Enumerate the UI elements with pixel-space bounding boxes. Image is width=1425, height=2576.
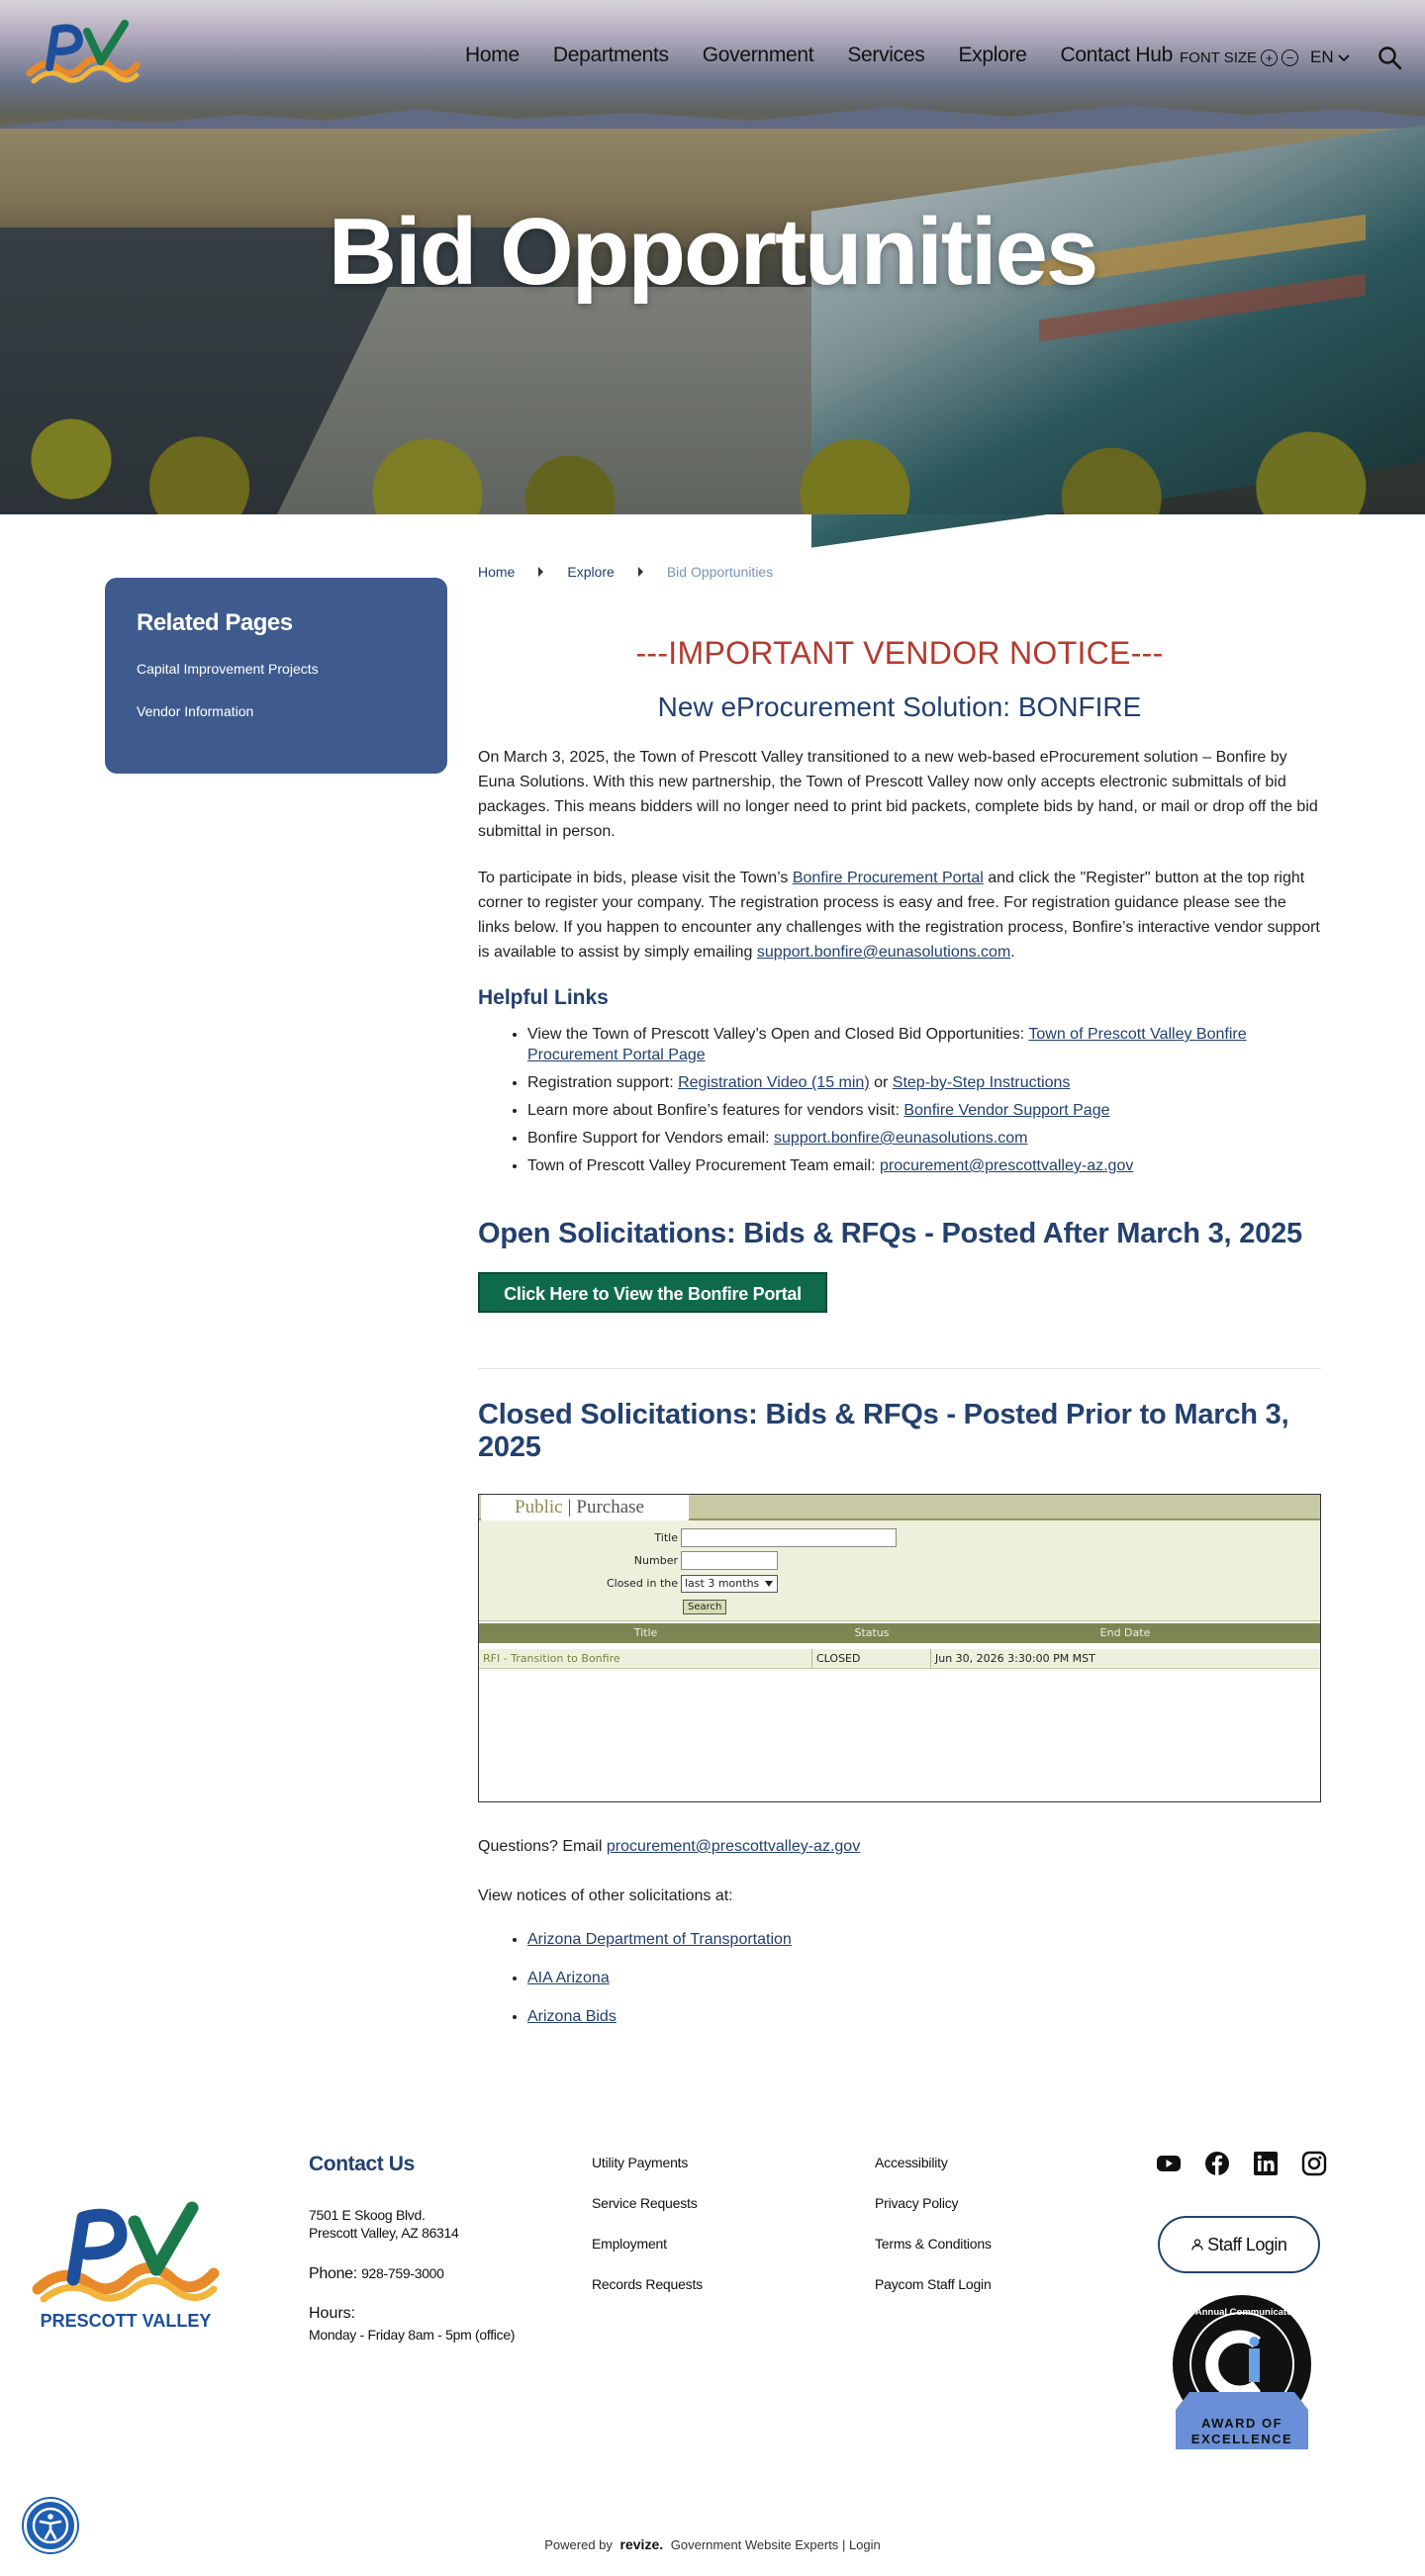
list-item-text: Registration support: <box>527 1074 679 1091</box>
main-nav <box>465 44 1206 67</box>
revize-logo[interactable]: revize. <box>619 2536 664 2552</box>
award-title-text: The 32nd Annual Communicator Awards <box>1151 2307 1333 2318</box>
logo-public-text: Public <box>515 1497 563 1518</box>
closed-period-value: last 3 months <box>685 1576 760 1590</box>
phone-label: Phone: <box>309 2265 362 2282</box>
font-increase-icon[interactable]: + <box>1261 49 1278 66</box>
font-size-control <box>1180 49 1298 66</box>
hours-label: Hours: <box>309 2305 356 2322</box>
bonfire-portal-link[interactable]: Bonfire Procurement Portal <box>792 870 984 886</box>
footer-link-service-requests[interactable]: Service Requests <box>592 2195 698 2211</box>
contact-title: Contact Us <box>309 2153 415 2175</box>
row-end-date: Jun 30, 2026 3:30:00 PM MST <box>935 1652 1095 1665</box>
footer-link-employment[interactable]: Employment <box>592 2236 667 2252</box>
questions-line <box>478 1838 1321 1856</box>
view-bonfire-portal-button[interactable]: Click Here to View the Bonfire Portal <box>478 1272 827 1313</box>
support-email-link[interactable]: support.bonfire@eunasolutions.com <box>756 944 1011 961</box>
vendor-support-link[interactable]: Bonfire Vendor Support Page <box>903 1102 1110 1119</box>
chevron-down-icon <box>1338 54 1350 62</box>
logo-purchase-text: Purchase <box>576 1497 644 1518</box>
arizona-bids-link[interactable]: Arizona Bids <box>527 2008 617 2025</box>
list-item-text: Bonfire Support for Vendors email: <box>527 1130 775 1147</box>
list-item <box>527 1155 1321 1176</box>
address <box>309 2206 546 2242</box>
sidebar-link-capital-projects[interactable]: Capital Improvement Projects <box>137 661 319 677</box>
accessibility-icon <box>27 2502 74 2549</box>
results-header <box>479 1623 1320 1643</box>
search-icon[interactable] <box>1378 46 1403 71</box>
related-pages-title: Related Pages <box>137 609 293 636</box>
para-text: and click the "Register" button at the top right corner to register your company. The registration process is easy and free. For registration guidance please see the links below. If you happen to encounter any challenges with the registration process, Bonfire’s interactive vendor support is available to assist by simply emailing <box>478 870 1320 961</box>
closed-period-select[interactable] <box>681 1575 778 1593</box>
list-item-text: Town of Prescott Valley Procurement Team email: <box>527 1157 880 1174</box>
nav-government[interactable]: Government <box>702 44 814 66</box>
search-form <box>479 1520 1320 1621</box>
closed-in-label: Closed in the <box>606 1577 678 1590</box>
other-solicitations-text: View notices of other solicitations at: <box>478 1887 733 1904</box>
list-item-text: View the Town of Prescott Valley’s Open and Closed Bid Opportunities: <box>527 1026 1029 1043</box>
column-status[interactable]: Status <box>854 1626 890 1639</box>
hours-value: Monday - Friday 8am - 5pm (office) <box>309 2327 516 2343</box>
powered-by-tagline: Government Website Experts <box>670 2537 839 2552</box>
aia-arizona-link[interactable]: AIA Arizona <box>527 1970 610 1986</box>
login-link[interactable]: Login <box>848 2537 881 2552</box>
language-selector[interactable] <box>1310 47 1350 67</box>
award-line-text: EXCELLENCE <box>1190 2432 1293 2446</box>
linkedin-icon[interactable] <box>1253 2151 1279 2176</box>
column-title[interactable]: Title <box>633 1626 658 1639</box>
row-status: CLOSED <box>812 1649 931 1668</box>
powered-by <box>0 2536 1425 2552</box>
breadcrumb-explore[interactable]: Explore <box>567 564 615 580</box>
breadcrumb <box>478 564 1321 580</box>
facebook-icon[interactable] <box>1204 2151 1230 2176</box>
footer-link-terms[interactable]: Terms & Conditions <box>875 2236 992 2252</box>
footer-logo-text: PRESCOTT VALLEY <box>40 2311 212 2331</box>
para-text: To participate in bids, please visit the Town’s <box>478 870 793 886</box>
nav-home[interactable]: Home <box>465 44 520 66</box>
list-item <box>527 1970 1321 1987</box>
youtube-icon[interactable] <box>1156 2151 1182 2176</box>
vendor-notice-heading: ---IMPORTANT VENDOR NOTICE--- <box>635 635 1164 671</box>
staff-login-label: Staff Login <box>1207 2235 1287 2254</box>
registration-video-link[interactable]: Registration Video (15 min) <box>678 1074 870 1091</box>
footer-link-utility-payments[interactable]: Utility Payments <box>592 2155 689 2170</box>
public-purchase-logo <box>481 1495 689 1520</box>
sidebar-link-vendor-information[interactable]: Vendor Information <box>137 703 254 719</box>
form-row <box>479 1526 1320 1549</box>
list-item <box>527 1024 1321 1065</box>
para-text: . <box>1010 944 1015 961</box>
breadcrumb-current: Bid Opportunities <box>666 564 774 580</box>
footer-links-col-2 <box>875 2155 1092 2317</box>
font-size-label: FONT SIZE <box>1180 49 1258 66</box>
public-purchase-header <box>479 1495 1320 1520</box>
other-solicitations-list <box>478 1931 1321 2026</box>
award-line-text: AWARD OF <box>1200 2416 1283 2431</box>
language-label: EN <box>1310 47 1334 66</box>
footer-link-accessibility[interactable]: Accessibility <box>875 2155 948 2170</box>
breadcrumb-home[interactable]: Home <box>478 564 516 580</box>
public-purchase-embed <box>478 1494 1321 1802</box>
nav-contact-hub[interactable]: Contact Hub <box>1060 44 1173 66</box>
procurement-email-link[interactable]: procurement@prescottvalley-az.gov <box>880 1157 1134 1174</box>
hero-banner <box>0 0 1425 514</box>
intro-paragraph: On March 3, 2025, the Town of Prescott Valley transitioned to a new web-based eProcurement solution – Bonfire by Euna Solutions. With this new partnership, the Town of Prescott Valley now only accepts electronic submittals of bid packages. This means bidders will no longer need to print bid packets, complete bids by hand, or mail or drop off the bid submittal in person. <box>478 749 1318 840</box>
list-item <box>527 1931 1321 1949</box>
bonfire-support-email-link[interactable]: support.bonfire@eunasolutions.com <box>774 1130 1028 1147</box>
separator: | <box>841 2537 849 2552</box>
communicator-award-badge <box>1151 2293 1333 2455</box>
table-row[interactable] <box>479 1649 1320 1669</box>
list-item <box>527 1128 1321 1149</box>
form-row <box>479 1572 1320 1595</box>
adot-link[interactable]: Arizona Department of Transportation <box>527 1931 792 1948</box>
contact-block <box>309 2153 546 2343</box>
title-input[interactable] <box>681 1528 897 1547</box>
step-by-step-link[interactable]: Step-by-Step Instructions <box>892 1074 1071 1091</box>
address-line: Prescott Valley, AZ 86314 <box>309 2225 459 2241</box>
powered-by-text: Powered by <box>544 2537 613 2552</box>
participation-paragraph <box>478 866 1321 965</box>
number-field-label: Number <box>633 1554 678 1567</box>
list-item-text: Learn more about Bonfire’s features for vendors visit: <box>527 1102 904 1119</box>
instagram-icon[interactable] <box>1301 2151 1327 2176</box>
search-button[interactable]: Search <box>683 1600 726 1614</box>
font-decrease-icon[interactable]: − <box>1282 49 1298 66</box>
form-row <box>479 1549 1320 1572</box>
main-content <box>478 564 1321 2047</box>
portal-page-link[interactable]: Town of Prescott Valley Bonfire Procurement Portal Page <box>527 1026 1247 1063</box>
title-field-label: Title <box>654 1531 678 1544</box>
helpful-links-heading: Helpful Links <box>478 986 609 1009</box>
footer-link-privacy-policy[interactable]: Privacy Policy <box>875 2195 959 2211</box>
phone <box>309 2265 546 2283</box>
site-logo[interactable] <box>26 22 141 87</box>
column-end-date[interactable]: End Date <box>1099 1626 1151 1639</box>
footer-link-paycom[interactable]: Paycom Staff Login <box>875 2276 992 2292</box>
breadcrumb-arrow-icon <box>538 567 543 577</box>
accessibility-widget-button[interactable] <box>24 2499 77 2552</box>
logo-divider: | <box>567 1497 572 1518</box>
address-line: 7501 E Skoog Blvd. <box>309 2207 426 2223</box>
nav-departments[interactable]: Departments <box>552 44 669 66</box>
questions-text: Questions? Email <box>478 1838 607 1855</box>
footer-link-records-requests[interactable]: Records Requests <box>592 2276 703 2292</box>
nav-explore[interactable]: Explore <box>958 44 1027 66</box>
nav-services[interactable]: Services <box>847 44 925 66</box>
divider <box>478 1368 1321 1369</box>
row-title[interactable]: RFI - Transition to Bonfire <box>479 1649 812 1668</box>
closed-solicitations-heading: Closed Solicitations: Bids & RFQs - Posted Prior to March 3, 2025 <box>478 1399 1289 1463</box>
open-solicitations-heading: Open Solicitations: Bids & RFQs - Posted After March 3, 2025 <box>478 1218 1302 1249</box>
helpful-links-list <box>478 1024 1321 1176</box>
staff-login-button[interactable] <box>1158 2216 1320 2273</box>
user-icon <box>1191 2239 1203 2251</box>
breadcrumb-arrow-icon <box>638 567 643 577</box>
list-item <box>527 2008 1321 2026</box>
footer-logo[interactable] <box>34 2204 218 2331</box>
questions-email-link[interactable]: procurement@prescottvalley-az.gov <box>606 1838 861 1855</box>
page-title: Bid Opportunities <box>328 199 1097 305</box>
footer-links-col-1 <box>592 2155 809 2317</box>
bonfire-heading: New eProcurement Solution: BONFIRE <box>657 691 1142 722</box>
list-item <box>527 1100 1321 1121</box>
social-links <box>1156 2151 1327 2176</box>
list-item <box>527 1072 1321 1093</box>
list-item-text: or <box>869 1074 893 1091</box>
phone-number[interactable]: 928-759-3000 <box>361 2265 444 2281</box>
related-pages-panel <box>105 578 447 774</box>
number-input[interactable] <box>681 1551 778 1570</box>
